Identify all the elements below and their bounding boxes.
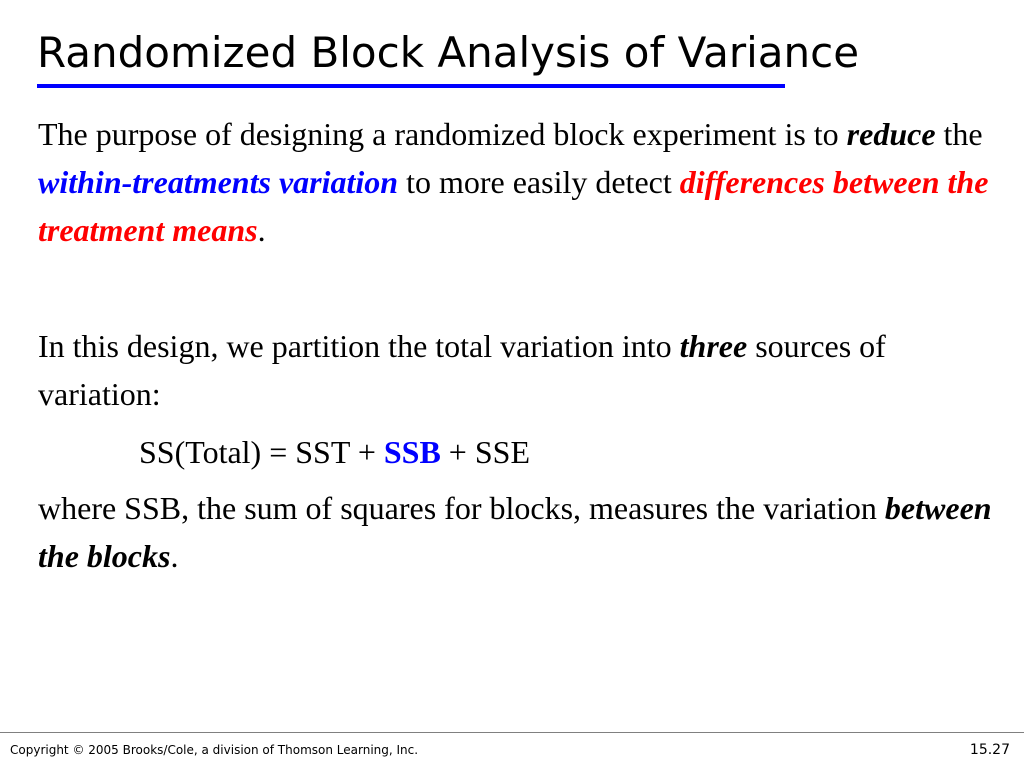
emphasis-within-treatments-variation: within-treatments variation [38, 164, 399, 200]
emphasis-three: three [679, 328, 748, 364]
paragraph-partition-text-1: In this design, we partition the total variation into [38, 328, 680, 364]
paragraph-purpose-text-1: The purpose of designing a randomized block experiment is to [38, 116, 847, 152]
formula-ssb: SSB [383, 434, 441, 470]
paragraph-purpose-text-3: to more easily detect [398, 164, 680, 200]
footer-divider [0, 732, 1024, 733]
paragraph-ssb-definition [38, 484, 1008, 580]
slide-number: 15.27 [969, 742, 1010, 758]
footer-copyright: Copyright © 2005 Brooks/Cole, a division of Thomson Learning, Inc. [10, 743, 419, 757]
emphasis-differences-between-means: differences between the treatment means [38, 164, 989, 248]
paragraph-purpose [38, 110, 1008, 254]
paragraph-purpose-text-2: the [935, 116, 983, 152]
slide-title: Randomized Block Analysis of Variance [37, 28, 860, 77]
emphasis-reduce: reduce [846, 116, 936, 152]
emphasis-between-the-blocks: between the blocks [38, 490, 992, 574]
formula-lhs: SS(Total) = SST + [139, 434, 384, 470]
paragraph-partition [38, 322, 1008, 418]
ss-total-formula [139, 428, 1024, 476]
formula-rhs: + SSE [440, 434, 530, 470]
paragraph-partition-text-2: sources of variation: [38, 328, 886, 412]
title-underline [37, 84, 785, 88]
paragraph-ssb-text-2: . [170, 538, 179, 574]
paragraph-ssb-text-1: where SSB, the sum of squares for blocks, measures the variation [38, 490, 885, 526]
paragraph-purpose-text-4: . [257, 212, 266, 248]
